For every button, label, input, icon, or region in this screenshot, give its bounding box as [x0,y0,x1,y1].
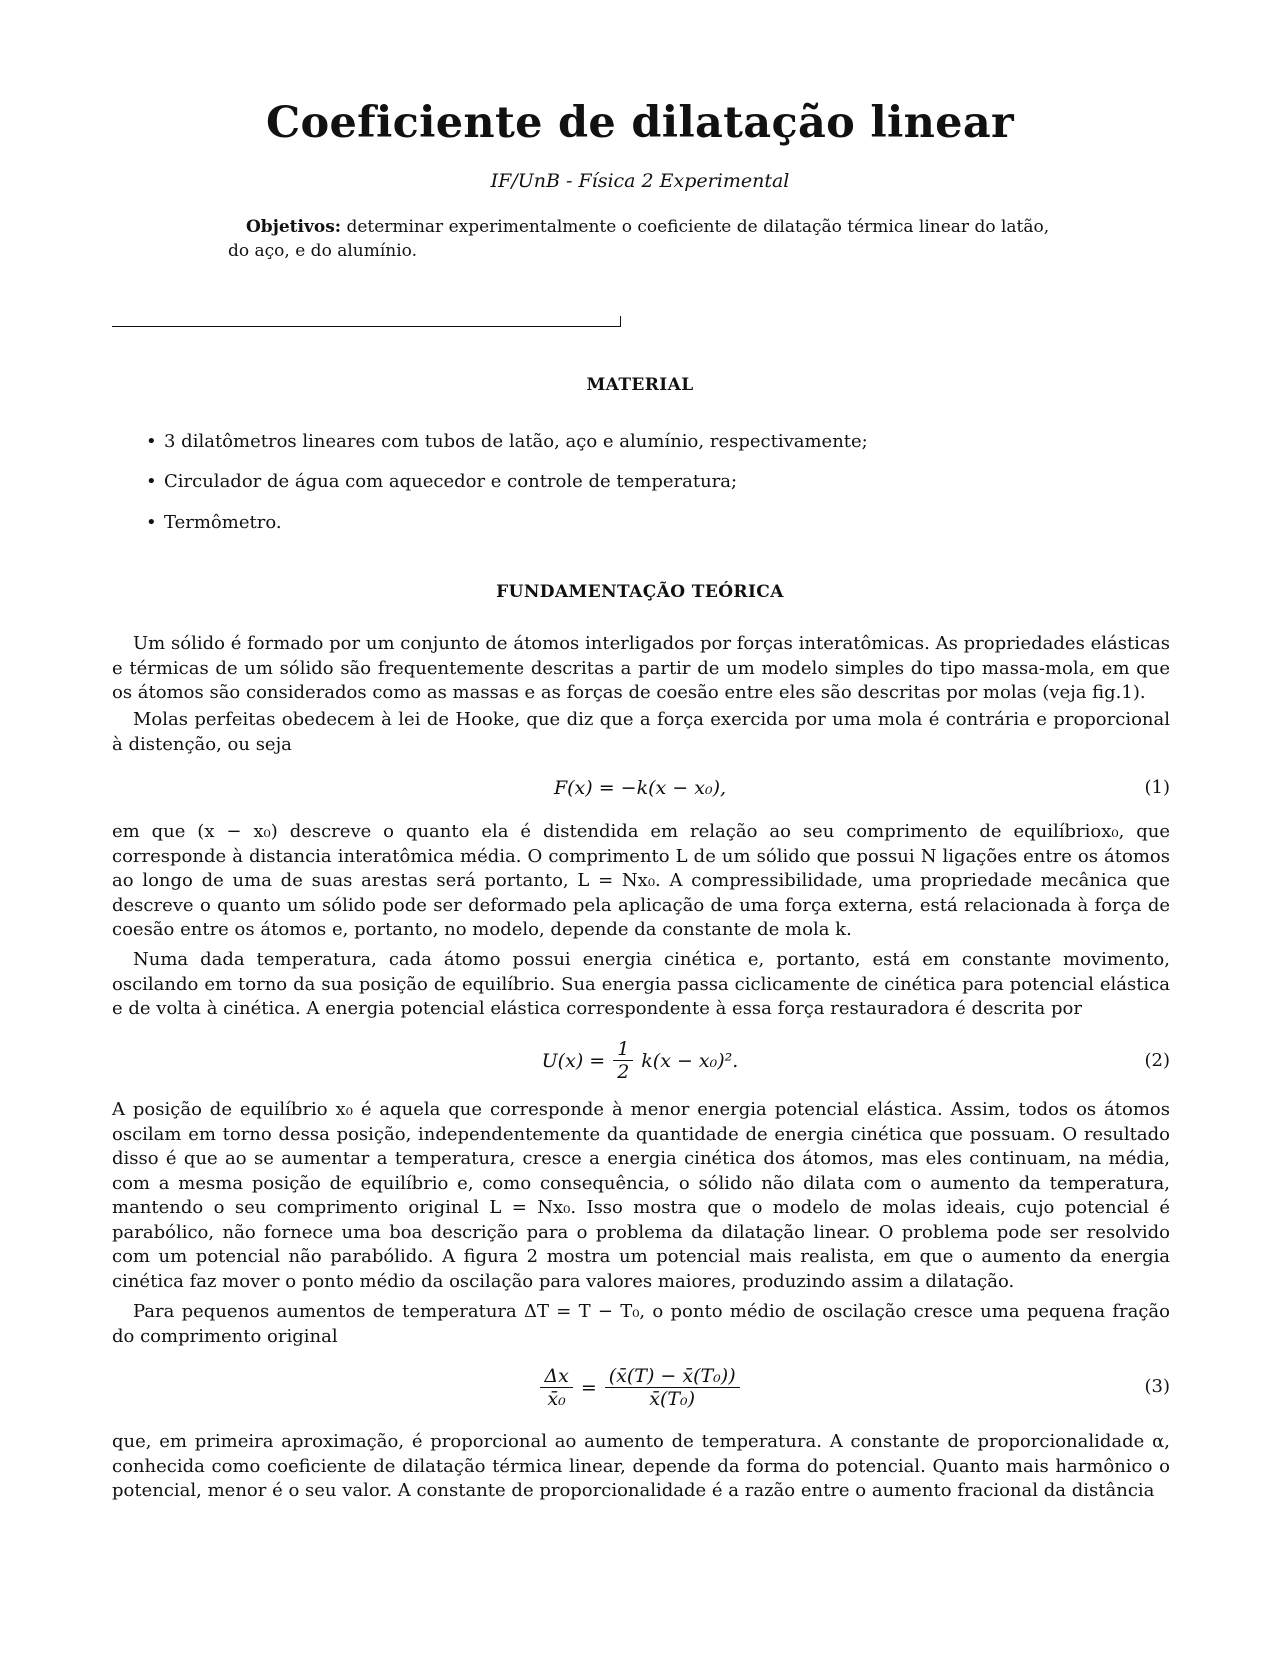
material-heading: MATERIAL [586,375,694,395]
footnote-rule [112,326,621,327]
paragraph-text: Molas perfeitas obedecem à lei de Hooke, que diz que a força exercida por uma mola é contrária e proporcional à distenção, ou seja [112,709,1170,755]
list-item [146,431,868,452]
fundamentacao-heading: FUNDAMENTAÇÃO TEÓRICA [496,582,784,602]
equals-sign: = [580,1376,597,1399]
list-item [146,471,737,492]
equation-2-rhs: k(x − x₀)². [641,1049,739,1072]
list-item-text: 3 dilatômetros lineares com tubos de latão, aço e alumínio, respectivamente; [164,431,868,452]
footnote-rule-tick [620,316,621,327]
list-item-text: Termômetro. [164,512,282,533]
objectives-block [228,215,1060,263]
paragraph-2 [112,708,1170,757]
equation-1-number: (1) [1144,777,1170,798]
fraction-numerator: (x̄(T) − x̄(T₀)) [605,1365,740,1388]
fraction-denominator: x̄₀ [547,1388,566,1410]
bullet-icon: • [146,431,157,452]
list-item-text: Circulador de água com aquecedor e controle de temperatura; [164,471,738,492]
objectives-text: determinar experimentalmente o coeficiente de dilatação térmica linear do latão, do aço, e do alumínio. [228,217,1050,261]
list-item [146,512,282,533]
fraction-denominator: x̄(T₀) [649,1388,696,1410]
paragraph-text: Um sólido é formado por um conjunto de átomos interligados por forças interatômicas. As propriedades elásticas e térmicas de um sólido são frequentemente descritas a partir de um modelo simples do tipo massa-mola, em que os átomos são considerados como as massas e as forças de coesão entre eles são descritas por molas (veja fig.1). [112,633,1170,703]
equation-3-rhs-fraction [605,1365,740,1410]
paragraph-5: A posição de equilíbrio x₀ é aquela que corresponde à menor energia potencial elástica. Assim, todos os átomos oscilam em torno dessa posição, independentemente da quantidade de energia cinética que possuam. O resultado disso é que ao se aumentar a temperatura, cresce a energia cinética dos átomos, mas eles continuam, na média, com a mesma posição de equilíbrio e, como consequência, o sólido não dilata com o aumento da temperatura, mantendo o seu comprimento original L = Nx₀. Isso mostra que o modelo de molas ideais, cujo potencial é parabólico, não fornece uma boa descrição para o problema da dilatação linear. O problema pode ser resolvido com um potencial não parabólido. A figura 2 mostra um potencial mais realista, em que o aumento da energia cinética faz mover o ponto médio da oscilação para valores maiores, produzindo assim a dilatação. [112,1099,1170,1292]
equation-1: F(x) = −k(x − x₀), [553,777,727,799]
equation-3 [0,1365,1280,1410]
paragraph-text: Para pequenos aumentos de temperatura ΔT = T − T₀, o ponto médio de oscilação cresce uma pequena fração do comprimento original [112,1301,1170,1347]
paragraph-3: em que (x − x₀) descreve o quanto ela é distendida em relação ao seu comprimento de equilíbriox₀, que corresponde à distancia interatômica média. O comprimento L de um sólido que possui N ligações entre os átomos ao longo de uma de suas arestas será portanto, L = Nx₀. A compressibilidade, uma propriedade mecânica que descreve o quanto um sólido pode ser deformado pela aplicação de uma força externa, está relacionada à força de coesão entre os átomos e, portanto, no modelo, depende da constante de mola k. [112,821,1170,940]
fraction-numerator: Δx [540,1365,572,1388]
paragraph-7: que, em primeira aproximação, é proporcional ao aumento de temperatura. A constante de proporcionalidade α, conhecida como coeficiente de dilatação térmica linear, depende da forma do potencial. Quanto mais harmônico o potencial, menor é o seu valor. A constante de proporcionalidade é a razão entre o aumento fracional da distância [112,1431,1170,1501]
paragraph-1 [112,632,1170,706]
paragraph-text: Numa dada temperatura, cada átomo possui energia cinética e, portanto, está em constante movimento, oscilando em torno da sua posição de equilíbrio. Sua energia passa ciclicamente de cinética para potencial elástica e de volta à cinética. A energia potencial elástica correspondente à essa força restauradora é descrita por [112,949,1170,1019]
fraction-denominator: 2 [617,1061,630,1083]
document-title: Coeficiente de dilatação linear [266,98,1014,148]
equation-2-lhs: U(x) = [541,1049,606,1072]
document-subtitle: IF/UnB - Física 2 Experimental [490,170,790,192]
bullet-icon: • [146,471,157,492]
equation-2 [0,1038,1280,1083]
fraction-numerator: 1 [613,1038,633,1061]
objectives-label: Objetivos: [246,217,342,237]
bullet-icon: • [146,512,157,533]
paragraph-4 [112,948,1170,1022]
equation-3-lhs-fraction [540,1365,572,1410]
paragraph-6 [112,1300,1170,1349]
equation-3-number: (3) [1144,1376,1170,1397]
equation-2-fraction [613,1038,633,1083]
equation-2-number: (2) [1144,1050,1170,1071]
